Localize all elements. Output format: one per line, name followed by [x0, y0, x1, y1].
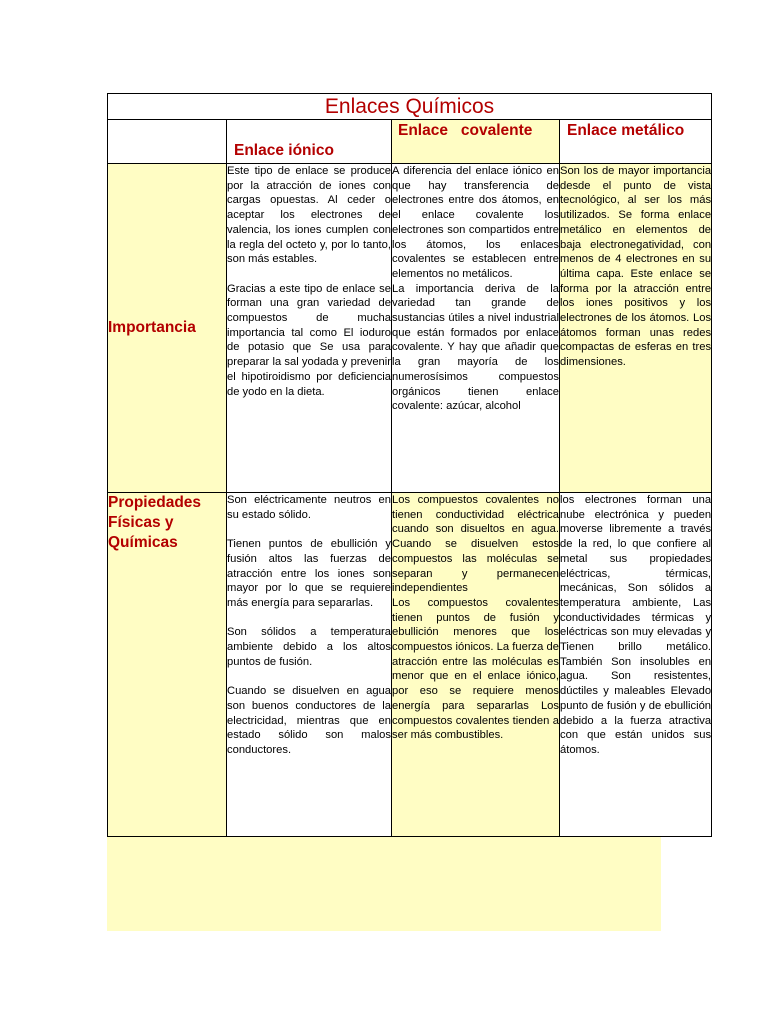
header-empty-cell — [108, 120, 227, 164]
importancia-covalente-cell — [392, 164, 560, 493]
propiedades-ionico-p3: Son sólidos a temperatura ambiente debido a los altos puntos de fusión. — [227, 626, 391, 668]
propiedades-covalente-cell — [392, 493, 560, 837]
bond-comparison-table — [107, 93, 712, 837]
row-label-importancia: Importancia — [108, 164, 227, 493]
propiedades-covalente-p2: Los compuestos covalentes tienen puntos de fusión y ebullición menores que los compuestos iónicos. La fuerza de atracción entre las moléculas es menor que en el enlace iónico, por eso se requiere menos energía para separarlas Los compuestos covalentes tienden a ser más combustibles. — [392, 596, 559, 742]
propiedades-covalente-p1: Los compuestos covalentes no tienen conductividad eléctrica cuando son disueltos en agua. Cuando se disuelven estos compuestos las moléculas se separan y permanecen independientes — [392, 494, 559, 595]
importancia-covalente-p2: La importancia deriva de la variedad tan grande de sustancias útiles a nivel industrial que están formados por enlace covalente. Y hay que añadir que la gran mayoría de los numerosísimos compuestos orgánicos tienen enlace covalente: azúcar, alcohol — [392, 282, 559, 413]
table-title: Enlaces Químicos — [324, 95, 495, 118]
importancia-ionico-p2: Gracias a este tipo de enlace se forman una gran variedad de compuestos de mucha importancia tal como El ioduro de potasio que Se usa para preparar la sal yodada y prevenir el hipotiroidismo por deficiencia de yodo en la dieta. — [227, 282, 391, 398]
row-label-propiedades: Propiedades Físicas y Químicas — [108, 493, 227, 837]
header-ionico: Enlace iónico — [234, 142, 334, 159]
importancia-ionico-cell — [227, 164, 392, 493]
propiedades-ionico-p1: Son eléctricamente neutros en su estado sólido. — [227, 494, 391, 521]
header-covalente: Enlace covalente — [398, 122, 533, 139]
importancia-metalico-cell — [560, 164, 712, 493]
propiedades-ionico-p4: Cuando se disuelven en agua son buenos conductores de la electricidad, mientras que en estado sólido son malos conductores. — [227, 685, 391, 756]
title-cell — [108, 94, 712, 120]
header-metalico-cell — [560, 120, 712, 164]
header-metalico: Enlace metálico — [567, 122, 685, 139]
header-covalente-cell — [392, 120, 560, 164]
importancia-covalente-p1: A diferencia del enlace iónico en que hay transferencia de electrones entre dos átomos, en el enlace covalente los electrones son compartidos entre los átomos, los enlaces covalentes se establecen entre elementos no metálicos. — [392, 165, 559, 280]
importancia-ionico-p1: Este tipo de enlace se produce por la atracción de iones con cargas opuestas. Al ceder o aceptar los electrones de valencia, los iones cumplen con la regla del octeto y, por lo tanto, son más estables. — [227, 165, 391, 266]
propiedades-metalico-p1: los electrones forman una nube electrónica y pueden moverse libremente a través de la red, lo que confiere al metal sus propiedades eléctricas, térmicas, mecánicas, Son sólidos a temperatura ambiente, Las conductividades térmicas y eléctricas son muy elevadas y Tienen brillo metálico. También Son insolubles en agua. Son resistentes, dúctiles y maleables Elevado punto de fusión y de ebullición debido a la fuerza atractiva con que están unidos sus átomos. — [560, 494, 712, 756]
importancia-metalico-p1: Son los de mayor importancia desde el punto de vista tecnológico, al ser los más utilizados. Se forma enlace metálico en elementos de baja electronegatividad, con menos de 4 electrones en su última capa. Este enlace se forma por la atracción entre los iones positivos y los electrones de los átomos. Los átomos forman unas redes compactas de esferas en tres dimensiones. — [560, 165, 712, 369]
header-ionico-cell — [227, 120, 392, 164]
propiedades-metalico-cell — [560, 493, 712, 837]
propiedades-ionico-cell — [227, 493, 392, 837]
propiedades-ionico-p2: Tienen puntos de ebullición y fusión altos las fuerzas de atracción entre los iones son mayor por lo que se requiere más energía para separarlas. — [227, 538, 391, 609]
